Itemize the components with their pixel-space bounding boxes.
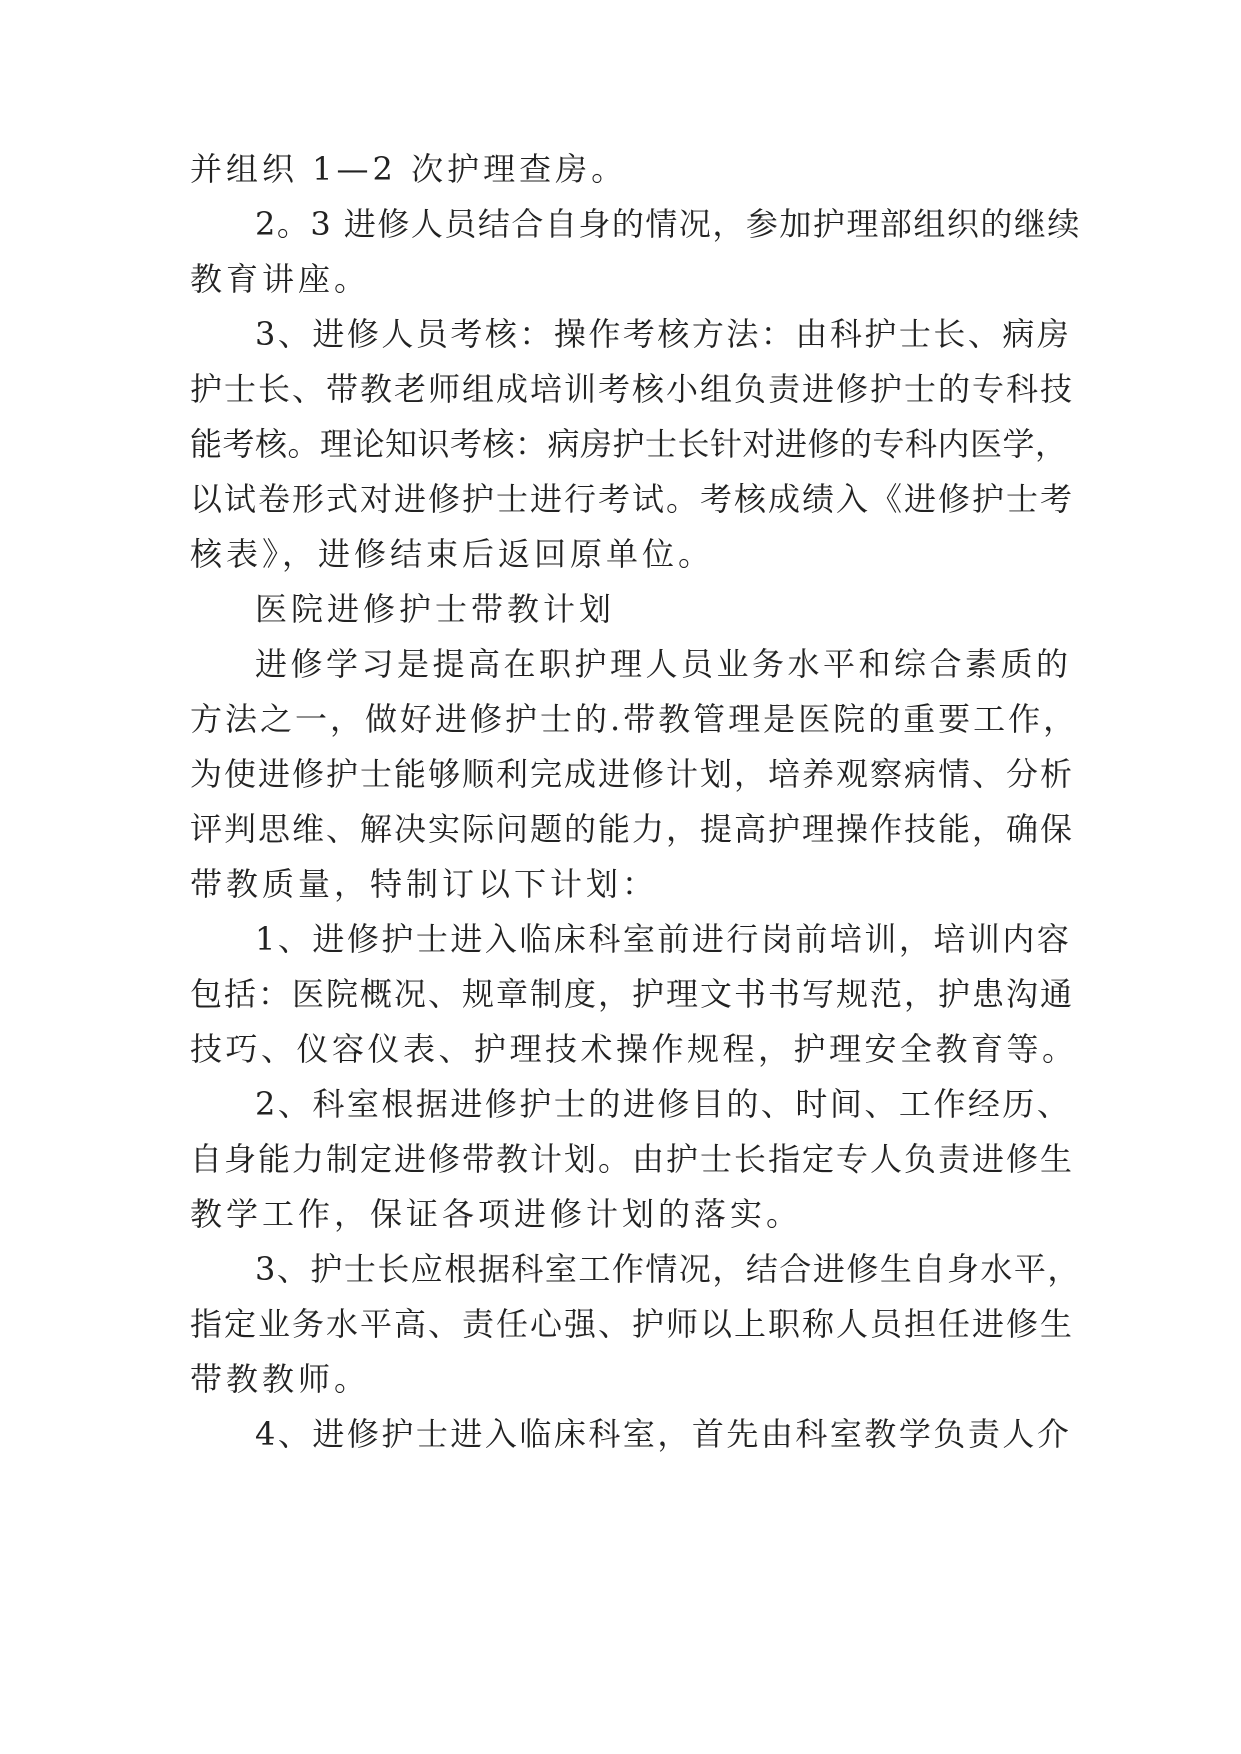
text-line: 以试卷形式对进修护士进行考试。考核成绩入《进修护士考 — [190, 480, 1075, 518]
text-line: 护士长、带教老师组成培训考核小组负责进修护士的专科技 — [190, 370, 1075, 408]
text-line: 教育讲座。 — [190, 260, 371, 298]
text-line: 包括：医院概况、规章制度，护理文书书写规范，护患沟通 — [190, 975, 1075, 1013]
text-line: 核表》，进修结束后返回原单位。 — [190, 535, 715, 573]
text-line: 并组织 1—2 次护理查房。 — [190, 150, 628, 188]
text-line: 2、科室根据进修护士的进修目的、时间、工作经历、 — [255, 1085, 1072, 1123]
text-line: 进修学习是提高在职护理人员业务水平和综合素质的 — [255, 645, 1072, 683]
text-line: 2。3 进修人员结合自身的情况，参加护理部组织的继续 — [255, 205, 1081, 243]
text-line: 能考核。理论知识考核：病房护士长针对进修的专科内医学， — [190, 425, 1068, 463]
text-line: 指定业务水平高、责任心强、护师以上职称人员担任进修生 — [190, 1305, 1075, 1343]
section-heading: 医院进修护士带教计划 — [255, 590, 616, 628]
text-line: 方法之一，做好进修护士的.带教管理是医院的重要工作， — [190, 700, 1079, 738]
text-line: 带教质量，特制订以下计划： — [190, 865, 659, 903]
text-line: 自身能力制定进修带教计划。由护士长指定专人负责进修生 — [190, 1140, 1075, 1178]
text-line: 带教教师。 — [190, 1360, 371, 1398]
text-line: 技巧、仪容仪表、护理技术操作规程，护理安全教育等。 — [190, 1030, 1078, 1068]
text-line: 为使进修护士能够顺利完成进修计划，培养观察病情、分析 — [190, 755, 1075, 793]
text-line: 3、进修人员考核：操作考核方法：由科护士长、病房 — [255, 315, 1072, 353]
text-line: 3、护士长应根据科室工作情况，结合进修生自身水平， — [255, 1250, 1081, 1288]
text-line: 教学工作，保证各项进修计划的落实。 — [190, 1195, 803, 1233]
text-line: 1、进修护士进入临床科室前进行岗前培训，培训内容 — [255, 920, 1072, 958]
text-line: 4、进修护士进入临床科室，首先由科室教学负责人介 — [255, 1415, 1072, 1453]
text-line: 评判思维、解决实际问题的能力，提高护理操作技能，确保 — [190, 810, 1075, 848]
